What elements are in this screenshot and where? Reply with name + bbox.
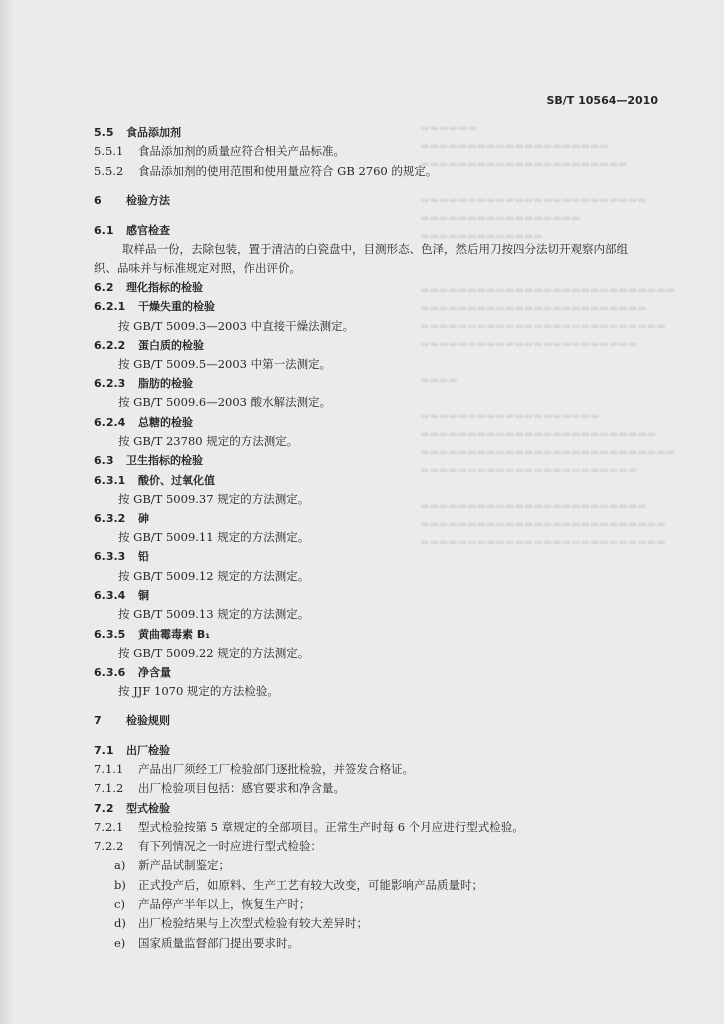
- clause-heading: 黄曲霉毒素 B₁: [138, 628, 211, 641]
- clause-number: b): [114, 878, 126, 892]
- clause-7-1-2: [94, 780, 345, 796]
- clause-text-line: [118, 491, 309, 507]
- clause-heading: 感官检查: [126, 224, 170, 237]
- clause-number: 5.5.1: [94, 144, 124, 158]
- clause-heading: 砷: [138, 512, 149, 525]
- clause-number: 7.1.1: [94, 762, 124, 776]
- clause-number: 6.2.1: [94, 300, 126, 313]
- clause-text: 取样品一份，去除包装，置于清洁的白瓷盘中，目测形态、色泽，然后用刀按四分法切开观察内部组: [122, 242, 628, 256]
- clause-5-5-2: [94, 163, 437, 179]
- clause-6-3: [94, 452, 203, 469]
- clause-number: 6.3.3: [94, 550, 126, 563]
- clause-heading: 型式检验: [126, 802, 170, 815]
- clause-number: 5.5: [94, 126, 114, 139]
- clause-number: 7: [94, 714, 102, 727]
- clause-text: 按 GB/T 5009.3—2003 中直接干燥法测定。: [118, 319, 355, 333]
- clause-text-line: [118, 394, 331, 410]
- clause-number: 6.2.4: [94, 416, 126, 429]
- clause-number: d): [114, 916, 126, 930]
- page-edge-shadow: [0, 0, 14, 1024]
- clause-text: 产品停产半年以上，恢复生产时；: [138, 897, 311, 911]
- clause-6-2-1: [94, 298, 215, 315]
- clause-7-1: [94, 742, 170, 759]
- clause-number: 6.1: [94, 224, 114, 237]
- clause-heading: 净含量: [138, 666, 171, 679]
- clause-text: 按 GB/T 23780 规定的方法测定。: [118, 434, 299, 448]
- clause-number: 6.3.6: [94, 666, 126, 679]
- clause-text: 按 GB/T 5009.22 规定的方法测定。: [118, 646, 310, 660]
- clause-text-line: [118, 683, 279, 699]
- clause-text: 食品添加剂的质量应符合相关产品标准。: [138, 144, 345, 158]
- clause-number: c): [114, 897, 125, 911]
- clause-6-2-3: [94, 375, 193, 392]
- standard-number-header: SB/T 10564—2010: [546, 94, 658, 107]
- clause-d-: [114, 915, 368, 931]
- clause-number: e): [114, 936, 126, 950]
- clause-heading: 蛋白质的检验: [138, 339, 204, 352]
- clause-number: 7.1: [94, 744, 114, 757]
- clause-text: 正式投产后，如原料、生产工艺有较大改变，可能影响产品质量时；: [138, 878, 483, 892]
- clause-heading: 理化指标的检验: [126, 281, 203, 294]
- clause-6: [94, 192, 170, 209]
- clause-text: 型式检验按第 5 章规定的全部项目。正常生产时每 6 个月应进行型式检验。: [138, 820, 524, 834]
- clause-heading: 酸价、过氧化值: [138, 474, 215, 487]
- clause-6-3-1: [94, 472, 215, 489]
- clause-number: 6.2.3: [94, 377, 126, 390]
- clause-text: 按 GB/T 5009.6—2003 酸水解法测定。: [118, 395, 332, 409]
- clause-6-3-4: [94, 587, 149, 604]
- clause-6-2-4: [94, 414, 193, 431]
- clause-text: 出厂检验结果与上次型式检验有较大差异时；: [138, 916, 368, 930]
- clause-number: 6.3.1: [94, 474, 126, 487]
- clause-text: 按 GB/T 5009.5—2003 中第一法测定。: [118, 357, 332, 371]
- clause-heading: 铜: [138, 589, 149, 602]
- clause-heading: 检验规则: [126, 714, 170, 727]
- clause-heading: 卫生指标的检验: [126, 454, 203, 467]
- clause-e-: [114, 935, 299, 951]
- clause-text-line: [118, 356, 331, 372]
- clause-heading: 干燥失重的检验: [138, 300, 215, 313]
- clause-text: 按 GB/T 5009.11 规定的方法测定。: [118, 530, 310, 544]
- clause-text: 产品出厂须经工厂检验部门逐批检验，并签发合格证。: [138, 762, 414, 776]
- clause-heading: 出厂检验: [126, 744, 170, 757]
- clause-b-: [114, 877, 483, 893]
- clause-number: 6.3.4: [94, 589, 126, 602]
- clause-text-line: [118, 529, 309, 545]
- clause-text: 有下列情况之一时应进行型式检验：: [138, 839, 322, 853]
- clause-7-2: [94, 800, 170, 817]
- clause-text: 按 JJF 1070 规定的方法检验。: [118, 684, 279, 698]
- clause-6-3-5: [94, 626, 210, 643]
- bleed-through-decoration: ▬▬▬▬▬▬ ▬▬▬▬▬▬▬▬▬▬▬▬▬▬▬▬▬▬▬▬ ▬▬▬▬▬▬▬▬▬▬▬▬▬▬▬▬▬▬▬▬▬▬ ▬▬▬▬▬▬▬▬▬▬▬▬▬▬▬▬▬▬▬▬▬▬▬▬ ▬▬▬▬▬▬▬▬▬▬▬▬▬▬▬▬▬ ▬▬▬▬▬▬▬▬▬▬▬▬▬ ▬▬▬▬▬▬▬▬▬▬▬▬▬▬▬▬▬▬▬▬▬▬▬▬▬▬▬ ▬▬▬▬▬▬▬▬▬▬▬▬▬▬▬▬▬▬▬▬▬▬▬▬ ▬▬▬▬▬▬▬▬▬▬▬▬▬▬▬▬▬▬▬▬▬▬▬▬▬▬ ▬▬▬▬▬▬▬▬▬▬▬▬▬▬▬▬▬▬▬▬▬▬▬ ▬▬▬▬ ▬▬▬▬▬▬▬▬▬▬▬▬▬▬▬▬▬▬▬ ▬▬▬▬▬▬▬▬▬▬▬▬▬▬▬▬▬▬▬▬▬▬▬▬▬ ▬▬▬▬▬▬▬▬▬▬▬▬▬▬▬▬▬▬▬▬▬▬▬▬▬▬▬ ▬▬▬▬▬▬▬▬▬▬▬▬▬▬▬▬▬▬▬▬▬▬▬ ▬▬▬▬▬▬▬▬▬▬▬▬▬▬▬▬▬▬▬▬▬▬▬▬ ▬▬▬▬▬▬▬▬▬▬▬▬▬▬▬▬▬▬▬▬▬▬▬▬▬▬ ▬▬▬▬▬▬▬▬▬▬▬▬▬▬▬▬▬▬▬▬▬▬▬▬▬▬: [420, 123, 676, 548]
- clause-text: 按 GB/T 5009.37 规定的方法测定。: [118, 492, 310, 506]
- clause-text: 出厂检验项目包括：感官要求和净含量。: [138, 781, 345, 795]
- clause-7-2-2: [94, 838, 322, 854]
- clause-text: 新产品试制鉴定；: [138, 858, 230, 872]
- clause-text-line: [118, 318, 354, 334]
- clause-6-3-6: [94, 664, 171, 681]
- clause-heading: 脂肪的检验: [138, 377, 193, 390]
- clause-heading: 铅: [138, 550, 149, 563]
- clause-number: 7.2: [94, 802, 114, 815]
- clause-text-line: [118, 433, 298, 449]
- clause-text: 食品添加剂的使用范围和使用量应符合 GB 2760 的规定。: [138, 164, 438, 178]
- clause-number: 7.2.1: [94, 820, 124, 834]
- clause-7-1-1: [94, 761, 414, 777]
- clause-text-line: [118, 645, 309, 661]
- clause-text-line: [118, 568, 309, 584]
- clause-heading: 食品添加剂: [126, 126, 181, 139]
- clause-number: 6.2.2: [94, 339, 126, 352]
- clause-text-line: [94, 260, 301, 276]
- clause-7: [94, 712, 170, 729]
- clause-5-5-1: [94, 143, 345, 159]
- clause-6-3-3: [94, 548, 149, 565]
- clause-5-5: [94, 124, 181, 141]
- clause-heading: 检验方法: [126, 194, 170, 207]
- clause-number: 6.3.5: [94, 628, 126, 641]
- clause-7-2-1: [94, 819, 524, 835]
- clause-text-line: [122, 241, 628, 257]
- clause-number: 6.2: [94, 281, 114, 294]
- clause-6-1: [94, 222, 170, 239]
- clause-text: 织、品味并与标准规定对照，作出评价。: [94, 261, 301, 275]
- clause-6-2-2: [94, 337, 204, 354]
- clause-c-: [114, 896, 311, 912]
- clause-number: 6.3: [94, 454, 114, 467]
- clause-number: 5.5.2: [94, 164, 124, 178]
- clause-number: 6: [94, 194, 102, 207]
- clause-6-2: [94, 279, 203, 296]
- clause-6-3-2: [94, 510, 149, 527]
- clause-number: 7.1.2: [94, 781, 124, 795]
- clause-text: 国家质量监督部门提出要求时。: [138, 936, 299, 950]
- clause-a-: [114, 857, 230, 873]
- clause-text: 按 GB/T 5009.12 规定的方法测定。: [118, 569, 310, 583]
- clause-heading: 总糖的检验: [138, 416, 193, 429]
- clause-number: a): [114, 858, 126, 872]
- clause-text-line: [118, 606, 309, 622]
- clause-text: 按 GB/T 5009.13 规定的方法测定。: [118, 607, 310, 621]
- clause-number: 7.2.2: [94, 839, 124, 853]
- clause-number: 6.3.2: [94, 512, 126, 525]
